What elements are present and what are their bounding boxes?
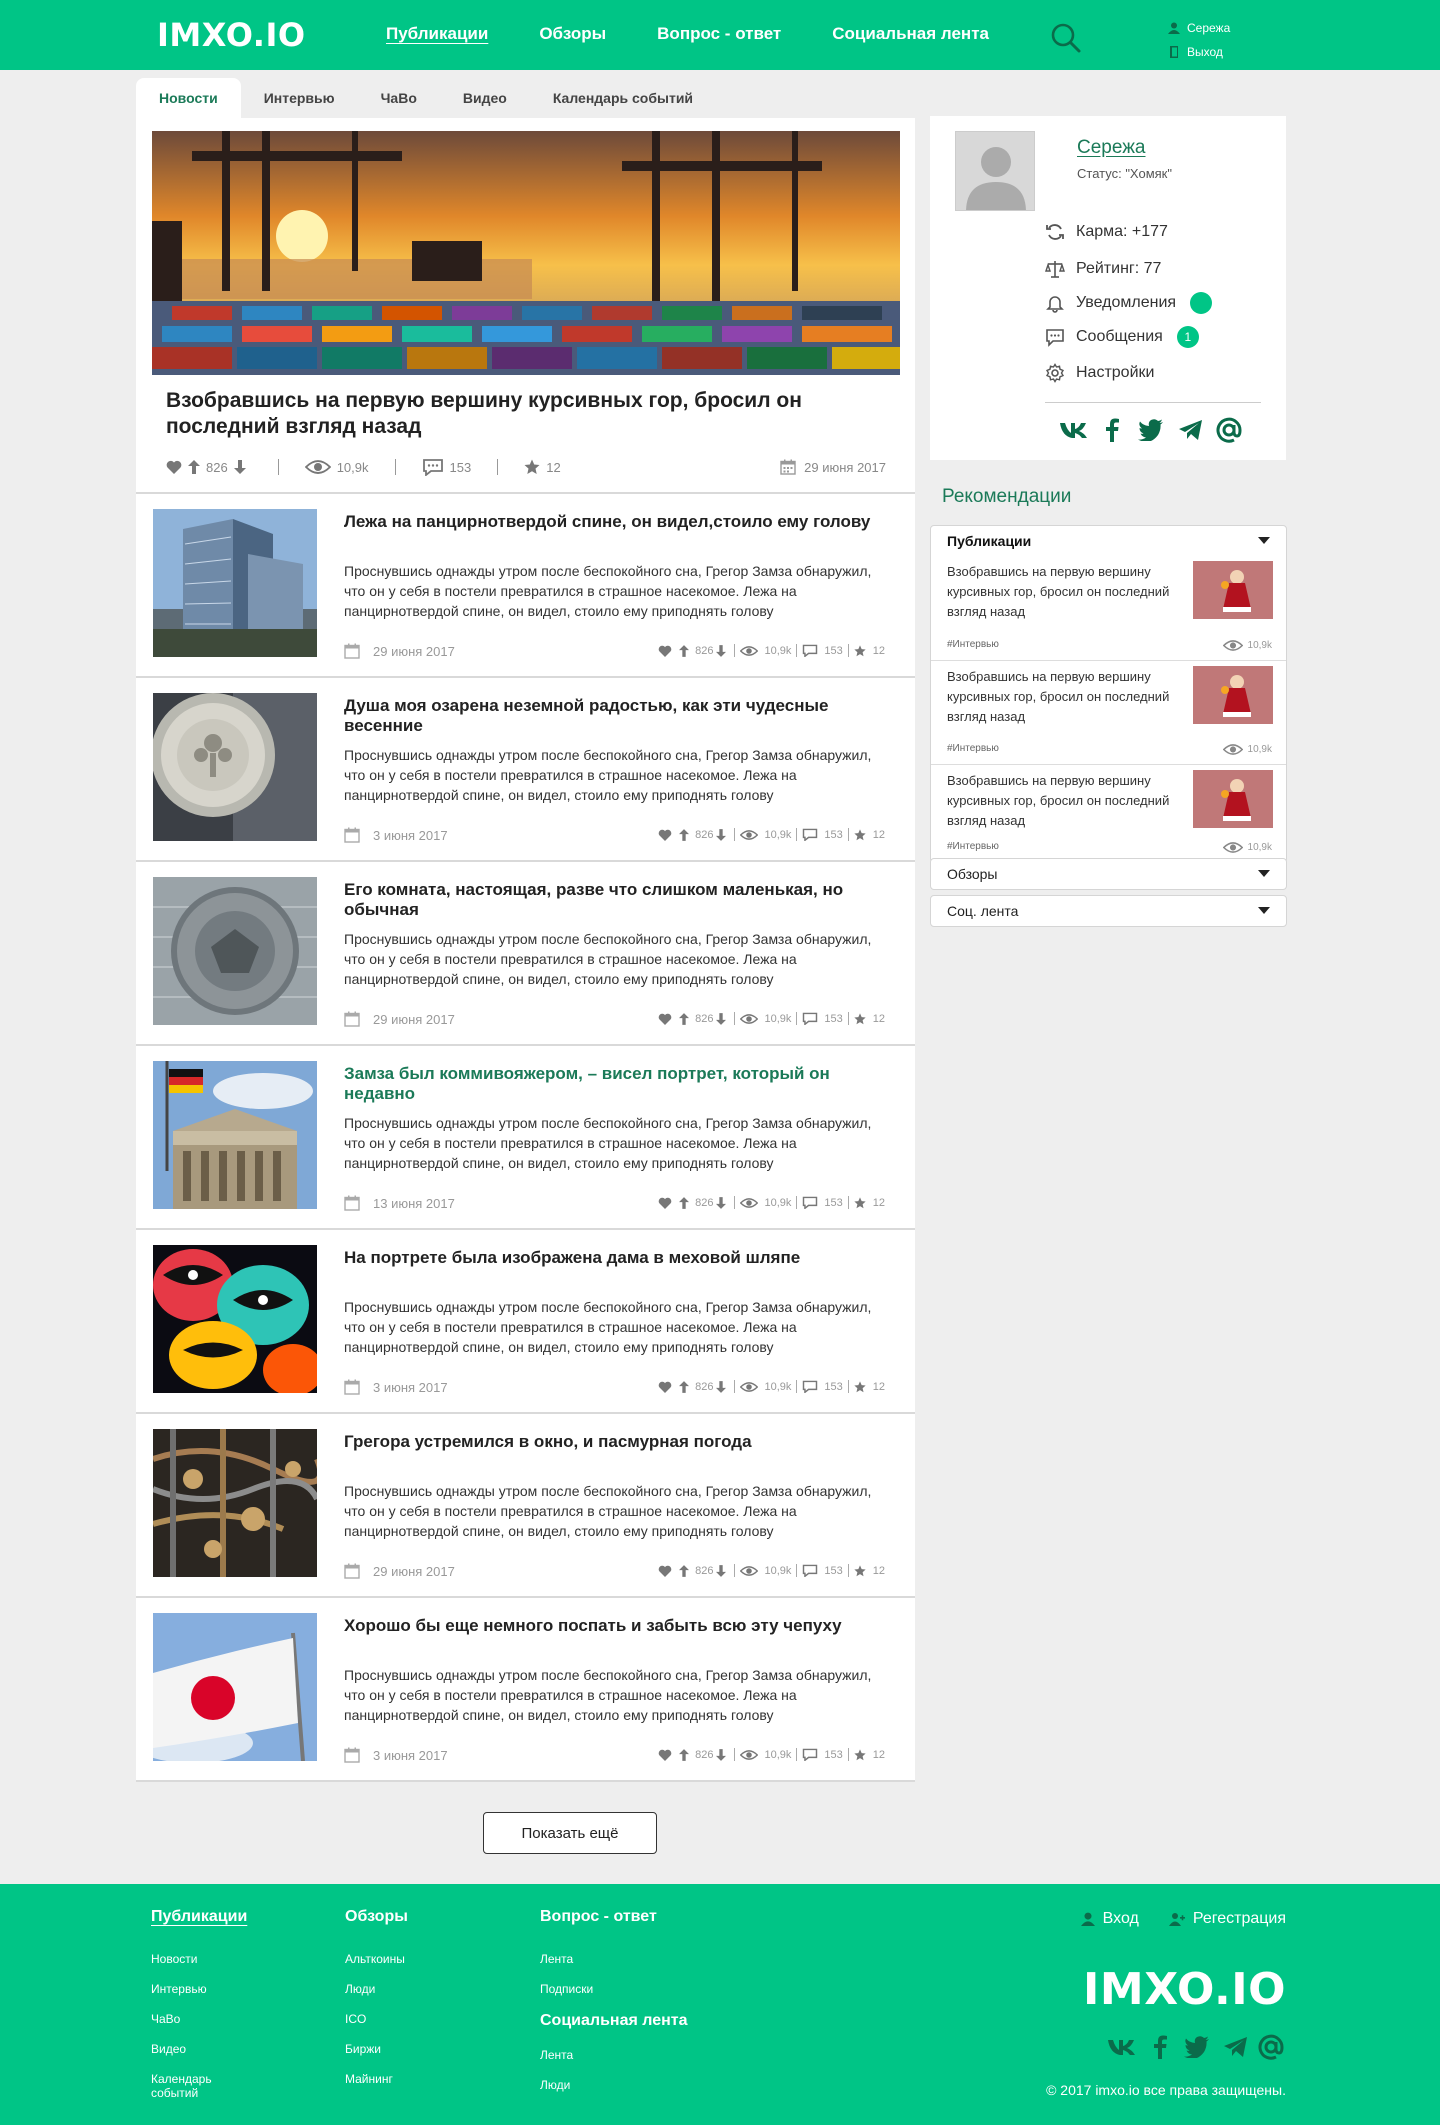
nav-publications[interactable]: Публикации (386, 24, 489, 43)
article-thumbnail[interactable] (153, 877, 317, 1025)
article-date (344, 1379, 448, 1395)
footer-copyright: © 2017 imxo.io все права защищены. (1046, 2082, 1286, 2098)
stat-divider (796, 1564, 797, 1577)
article-stats (658, 644, 885, 657)
reviews-dropdown-label: Обзоры (947, 866, 998, 882)
footer-social-links (1102, 2034, 1286, 2060)
tab-video[interactable]: Видео (462, 90, 507, 106)
recommendation-item[interactable] (931, 556, 1286, 660)
footer-link[interactable]: Люди (345, 1982, 376, 1996)
downvote-icon[interactable] (234, 460, 252, 474)
favorites-count: 12 (872, 1564, 885, 1577)
favorites-count: 12 (872, 828, 885, 841)
footer-login-link[interactable] (1081, 1910, 1139, 1928)
upvote-icon[interactable] (188, 460, 206, 474)
user-profile-link[interactable] (1168, 16, 1230, 40)
favorites-count: 12 (872, 1748, 885, 1761)
caret-down-icon (1258, 907, 1270, 915)
profile-social-links (1056, 417, 1246, 443)
votes-count: 826 (695, 644, 714, 657)
recommendation-thumbnail[interactable] (1193, 666, 1273, 724)
article-date-text: 3 июня 2017 (373, 1747, 448, 1763)
downvote-icon[interactable] (716, 1197, 729, 1209)
user-links (1168, 16, 1230, 64)
footer-link[interactable]: Биржи (345, 2042, 381, 2056)
recommendation-text: Взобравшись на первую вершину курсивных гор, бросил он последний взгляд назад (947, 669, 1170, 724)
stat-divider (734, 1564, 735, 1577)
eye-icon (305, 459, 337, 475)
footer-heading[interactable]: Публикации (151, 1908, 248, 1925)
user-icon (1168, 22, 1187, 34)
recommendation-views (1223, 841, 1272, 854)
article-date-text: 29 июня 2017 (373, 643, 455, 659)
caret-down-icon (1258, 870, 1270, 878)
recommendation-item[interactable] (931, 764, 1286, 862)
stat-divider (848, 1012, 849, 1025)
chat-icon (1045, 327, 1076, 347)
comment-icon[interactable] (802, 1564, 821, 1577)
article-date (344, 827, 448, 843)
votes-count: 826 (695, 1748, 714, 1761)
stat-divider (734, 1012, 735, 1025)
upvote-icon[interactable] (679, 1013, 692, 1025)
article-stats (658, 1748, 885, 1761)
telegram-icon[interactable] (1170, 419, 1212, 441)
votes-count: 826 (695, 1564, 714, 1577)
article-title[interactable]: Лежа на панцирнотвердой спине, он видел,стоило ему голову (344, 512, 871, 531)
footer-link[interactable]: Альткоины (345, 1952, 405, 1966)
downvote-icon[interactable] (716, 1565, 729, 1577)
like-icon[interactable] (658, 1565, 675, 1577)
footer-link[interactable]: Подписки (540, 1982, 594, 1996)
footer-link[interactable]: ICO (345, 2012, 367, 2026)
comment-icon[interactable] (802, 644, 821, 657)
meta-divider (497, 459, 498, 475)
footer-link[interactable]: Видео (151, 2042, 187, 2056)
stat-divider (734, 1380, 735, 1393)
eye-icon (1223, 743, 1248, 756)
show-more-button[interactable]: Показать ещё (483, 1812, 657, 1854)
eye-icon (1223, 841, 1248, 854)
social-feed-dropdown-label: Соц. лента (947, 903, 1019, 919)
stat-divider (796, 1380, 797, 1393)
footer-col-reviews (345, 1908, 408, 2102)
stat-divider (848, 644, 849, 657)
footer-link[interactable]: Новости (151, 1952, 198, 1966)
article-stats (658, 1564, 885, 1577)
article-date-text: 29 июня 2017 (373, 1563, 455, 1579)
stat-divider (848, 1196, 849, 1209)
recommendation-text: Взобравшись на первую вершину курсивных гор, бросил он последний взгляд назад (947, 564, 1170, 619)
stat-divider (734, 644, 735, 657)
views-count: 10,9k (764, 1196, 792, 1209)
comments-count: 153 (824, 644, 843, 657)
votes-count: 826 (695, 828, 714, 841)
recommendation-views (1223, 743, 1272, 756)
tab-interviews[interactable]: Интервью (263, 90, 335, 106)
eye-icon (740, 645, 761, 657)
article-thumbnail[interactable] (153, 1429, 317, 1577)
settings-label: Настройки (1076, 364, 1155, 381)
votes-count: 826 (695, 1380, 714, 1393)
article-thumbnail[interactable] (153, 1061, 317, 1209)
facebook-icon[interactable] (1142, 2035, 1178, 2059)
upvote-icon[interactable] (679, 829, 692, 841)
stat-divider (848, 1564, 849, 1577)
vk-icon[interactable] (1056, 420, 1092, 440)
article-card[interactable] (136, 678, 915, 862)
eye-icon (740, 1013, 761, 1025)
article-date-text: 3 июня 2017 (373, 1379, 448, 1395)
recommendation-views (1223, 639, 1272, 652)
footer-register-label: Регестрация (1192, 1910, 1286, 1927)
hero-views (305, 459, 369, 475)
comment-icon (422, 458, 450, 476)
site-logo[interactable]: IMXO.IO (157, 16, 306, 54)
article-excerpt: Проснувшись однажды утром после беспокойного сна, Грегор Замза обнаружил, что он у себя в постели превратился в страшное насекомое. Лежа на панцирнотвердой спине, он видел, стоило ему приподнять голову (344, 1667, 872, 1723)
content-tabs (136, 78, 716, 118)
stat-divider (796, 828, 797, 841)
notifications-badge (1190, 292, 1212, 314)
upvote-icon[interactable] (679, 1749, 692, 1761)
footer-col-qa (540, 1908, 688, 2108)
hero-comments[interactable] (422, 458, 472, 476)
user-name: Сережа (1187, 21, 1231, 35)
stat-divider (796, 1748, 797, 1761)
user-icon (1081, 1912, 1103, 1926)
comments-count: 153 (824, 1196, 843, 1209)
article-thumbnail[interactable] (153, 1245, 317, 1393)
like-icon[interactable] (658, 1197, 675, 1209)
hero-favorites[interactable] (524, 459, 560, 475)
article-stats (658, 828, 885, 841)
footer-link[interactable]: Люди (540, 2078, 571, 2092)
article-stats (658, 1380, 885, 1393)
article-stats (658, 1196, 885, 1209)
views-count: 10,9k (764, 1564, 792, 1577)
article-card[interactable] (136, 1230, 915, 1414)
eye-icon (1223, 639, 1248, 652)
favorites-count: 12 (872, 1196, 885, 1209)
downvote-icon[interactable] (716, 1749, 729, 1761)
twitter-icon[interactable] (1132, 419, 1170, 441)
comment-icon[interactable] (802, 828, 821, 841)
article-date (344, 1563, 455, 1579)
comments-count: 153 (824, 828, 843, 841)
comment-icon[interactable] (802, 1012, 821, 1025)
article-thumbnail[interactable] (153, 1613, 317, 1761)
facebook-icon[interactable] (1092, 418, 1132, 442)
article-excerpt: Проснувшись однажды утром после беспокойного сна, Грегор Замза обнаружил, что он у себя в постели превратился в страшное насекомое. Лежа на панцирнотвердой спине, он видел, стоило ему приподнять голову (344, 563, 872, 619)
recommendation-views-count: 10,9k (1247, 640, 1272, 651)
logout-icon (1168, 46, 1187, 58)
vk-icon[interactable] (1102, 2037, 1142, 2057)
settings-row[interactable] (1045, 363, 1154, 383)
footer-auth-links (1051, 1910, 1286, 1928)
comments-count: 153 (824, 1564, 843, 1577)
article-title[interactable]: Душа моя озарена неземной радостью, как эти чудесные весенние (344, 696, 829, 735)
like-icon[interactable] (658, 1381, 675, 1393)
article-excerpt: Проснувшись однажды утром после беспокойного сна, Грегор Замза обнаружил, что он у себя в постели превратился в страшное насекомое. Лежа на панцирнотвердой спине, он видел, стоило ему приподнять голову (344, 1115, 872, 1171)
stat-divider (848, 1748, 849, 1761)
article-thumbnail[interactable] (153, 693, 317, 841)
nav-qa[interactable]: Вопрос - ответ (657, 24, 782, 43)
article-card[interactable] (136, 494, 915, 678)
reviews-dropdown[interactable] (930, 858, 1287, 890)
messages-badge: 1 (1177, 326, 1199, 348)
logout-link[interactable] (1168, 40, 1230, 64)
star-icon[interactable] (854, 1013, 869, 1025)
recommendation-views-count: 10,9k (1247, 744, 1272, 755)
nav-reviews[interactable]: Обзоры (539, 24, 607, 43)
stat-divider (734, 828, 735, 841)
upvote-icon[interactable] (679, 645, 692, 657)
article-title[interactable]: Хорошо бы еще немного поспать и забыть всю эту чепуху (344, 1616, 842, 1635)
star-icon[interactable] (854, 1565, 869, 1577)
rating-text: Рейтинг: 77 (1076, 260, 1162, 277)
recommendation-item[interactable] (931, 660, 1286, 764)
hero-votes-count: 826 (206, 459, 228, 475)
recommendations-panel-title: Публикации (947, 533, 1032, 549)
hero-meta (166, 457, 886, 477)
footer-link[interactable]: Лента (540, 1952, 574, 1966)
stat-divider (796, 1012, 797, 1025)
article-card[interactable] (136, 1414, 915, 1598)
recommendations-title: Рекомендации (942, 486, 1072, 507)
notifications-label: Уведомления (1076, 294, 1177, 311)
views-count: 10,9k (764, 1748, 792, 1761)
article-title[interactable]: Грегора устремился в окно, и пасмурная погода (344, 1432, 752, 1451)
email-icon[interactable] (1212, 417, 1246, 443)
eye-icon (740, 829, 761, 841)
article-date-text: 3 июня 2017 (373, 827, 448, 843)
footer-heading[interactable]: Вопрос - ответ (540, 1908, 657, 1925)
bell-icon (1045, 293, 1076, 313)
article-date (344, 1195, 455, 1211)
article-title[interactable]: Его комната, настоящая, разве что слишком маленькая, но обычная (344, 880, 844, 919)
article-card[interactable] (136, 1046, 915, 1230)
messages-row[interactable] (1045, 326, 1199, 348)
votes-count: 826 (695, 1012, 714, 1025)
stat-divider (848, 828, 849, 841)
footer-link[interactable]: Интервью (151, 1982, 207, 1996)
hero-date-text: 29 июня 2017 (804, 459, 886, 475)
calendar-icon (344, 1011, 373, 1027)
footer-logo[interactable]: IMXO.IO (1083, 1964, 1286, 2015)
stat-divider (734, 1196, 735, 1209)
hero-date (780, 459, 886, 475)
search-icon[interactable] (1050, 22, 1082, 54)
star-icon[interactable] (854, 645, 869, 657)
comment-icon[interactable] (802, 1380, 821, 1393)
karma-text: Карма: +177 (1076, 223, 1168, 240)
main-nav (386, 24, 1040, 44)
star-icon[interactable] (854, 1197, 869, 1209)
tab-events-calendar[interactable]: Календарь событий (552, 90, 694, 106)
eye-icon (740, 1197, 761, 1209)
notifications-row[interactable] (1045, 292, 1212, 314)
recommendation-views-count: 10,9k (1247, 842, 1272, 853)
star-icon[interactable] (854, 1381, 869, 1393)
downvote-icon[interactable] (716, 1013, 729, 1025)
upvote-icon[interactable] (679, 1381, 692, 1393)
gear-icon (1045, 363, 1076, 383)
article-title[interactable]: На портрете была изображена дама в меховой шляпе (344, 1248, 801, 1267)
article-date-text: 29 июня 2017 (373, 1011, 455, 1027)
article-date (344, 1011, 455, 1027)
recommendation-thumbnail[interactable] (1193, 770, 1273, 828)
footer-login-label: Вход (1102, 1910, 1139, 1927)
recommendation-tag[interactable]: #Интервью (947, 743, 999, 754)
upvote-icon[interactable] (679, 1197, 692, 1209)
profile-name-link[interactable]: Сережа (1077, 137, 1146, 158)
eye-icon (740, 1749, 761, 1761)
rating-row (1045, 259, 1161, 279)
news-feed (136, 118, 915, 1782)
comment-icon[interactable] (802, 1748, 821, 1761)
hero-favorites-count: 12 (546, 459, 561, 475)
telegram-icon[interactable] (1216, 2036, 1256, 2058)
views-count: 10,9k (764, 1012, 792, 1025)
scales-icon (1045, 259, 1076, 279)
views-count: 10,9k (764, 1380, 792, 1393)
article-card[interactable] (136, 862, 915, 1046)
article-title[interactable]: Замза был коммивояжером, – висел портрет, который он недавно (344, 1064, 830, 1103)
article-date (344, 1747, 448, 1763)
meta-divider (395, 459, 396, 475)
twitter-icon[interactable] (1178, 2036, 1216, 2058)
favorites-count: 12 (872, 644, 885, 657)
nav-social-feed[interactable]: Социальная лента (832, 24, 989, 43)
recommendations-toggle[interactable] (931, 526, 1286, 556)
calendar-icon (344, 827, 373, 843)
messages-label: Сообщения (1076, 328, 1163, 345)
upvote-icon[interactable] (679, 1565, 692, 1577)
star-icon (524, 459, 546, 475)
email-icon[interactable] (1256, 2034, 1286, 2060)
like-icon[interactable] (658, 645, 675, 657)
caret-down-icon (1258, 537, 1270, 545)
recommendation-thumbnail[interactable] (1193, 561, 1273, 619)
footer-link[interactable]: Календарь событий (151, 2072, 212, 2100)
footer-col-publications (151, 1908, 247, 2116)
profile-divider (1045, 402, 1261, 403)
social-feed-dropdown[interactable] (930, 895, 1287, 927)
stat-divider (734, 1748, 735, 1761)
footer-link[interactable]: Лента (540, 2048, 574, 2062)
favorites-count: 12 (872, 1380, 885, 1393)
profile-status: Статус: "Хомяк" (1077, 166, 1172, 181)
tab-faq[interactable]: ЧаВо (380, 90, 417, 106)
calendar-icon (344, 1195, 373, 1211)
calendar-icon (344, 1747, 373, 1763)
article-date-text: 13 июня 2017 (373, 1195, 455, 1211)
article-excerpt: Проснувшись однажды утром после беспокойного сна, Грегор Замза обнаружил, что он у себя в постели превратился в страшное насекомое. Лежа на панцирнотвердой спине, он видел, стоило ему приподнять голову (344, 931, 872, 987)
star-icon[interactable] (854, 1749, 869, 1761)
article-thumbnail[interactable] (153, 509, 317, 657)
avatar[interactable] (955, 131, 1035, 211)
downvote-icon[interactable] (716, 829, 729, 841)
hero-title[interactable]: Взобравшись на первую вершину курсивных гор, бросил он последний взгляд назад (166, 389, 802, 438)
comments-count: 153 (824, 1380, 843, 1393)
eye-icon (740, 1381, 761, 1393)
hero-image[interactable] (152, 131, 900, 375)
footer-heading[interactable]: Социальная лента (540, 2012, 688, 2029)
article-stats (658, 1012, 885, 1025)
comments-count: 153 (824, 1748, 843, 1761)
star-icon[interactable] (854, 829, 869, 841)
like-icon[interactable] (166, 460, 188, 474)
karma-row (1045, 222, 1168, 242)
downvote-icon[interactable] (716, 1381, 729, 1393)
views-count: 10,9k (764, 644, 792, 657)
footer (0, 1884, 1440, 2125)
profile-card (930, 116, 1286, 460)
footer-link[interactable]: Майнинг (345, 2072, 393, 2086)
calendar-icon (344, 1563, 373, 1579)
comment-icon[interactable] (802, 1196, 821, 1209)
top-header (0, 0, 1440, 70)
article-date (344, 643, 455, 659)
like-icon[interactable] (658, 1749, 675, 1761)
refresh-icon (1045, 222, 1076, 242)
like-icon[interactable] (658, 829, 675, 841)
article-excerpt: Проснувшись однажды утром после беспокойного сна, Грегор Замза обнаружил, что он у себя в постели превратился в страшное насекомое. Лежа на панцирнотвердой спине, он видел, стоило ему приподнять голову (344, 747, 872, 803)
hero-votes (166, 460, 252, 475)
calendar-icon (344, 643, 373, 659)
recommendations-panel (930, 525, 1287, 863)
article-excerpt: Проснувшись однажды утром после беспокойного сна, Грегор Замза обнаружил, что он у себя в постели превратился в страшное насекомое. Лежа на панцирнотвердой спине, он видел, стоило ему приподнять голову (344, 1483, 872, 1539)
user-plus-icon (1169, 1912, 1193, 1926)
hero-comments-count: 153 (449, 459, 472, 475)
recommendation-text: Взобравшись на первую вершину курсивных гор, бросил он последний взгляд назад (947, 773, 1170, 828)
stat-divider (796, 1196, 797, 1209)
footer-heading[interactable]: Обзоры (345, 1908, 408, 1925)
meta-divider (278, 459, 279, 475)
stat-divider (848, 1380, 849, 1393)
comments-count: 153 (824, 1012, 843, 1025)
tab-news[interactable]: Новости (136, 78, 241, 118)
stat-divider (796, 644, 797, 657)
footer-register-link[interactable] (1169, 1910, 1286, 1928)
calendar-icon (344, 1379, 373, 1395)
calendar-icon (780, 459, 804, 475)
logout-label: Выход (1187, 45, 1223, 59)
hero-views-count: 10,9k (336, 459, 369, 475)
votes-count: 826 (695, 1196, 714, 1209)
views-count: 10,9k (764, 828, 792, 841)
article-excerpt: Проснувшись однажды утром после беспокойного сна, Грегор Замза обнаружил, что он у себя в постели превратился в страшное насекомое. Лежа на панцирнотвердой спине, он видел, стоило ему приподнять голову (344, 1299, 872, 1355)
downvote-icon[interactable] (716, 645, 729, 657)
favorites-count: 12 (872, 1012, 885, 1025)
footer-link[interactable]: ЧаВо (151, 2012, 181, 2026)
hero-article[interactable] (136, 118, 915, 494)
like-icon[interactable] (658, 1013, 675, 1025)
recommendation-tag[interactable]: #Интервью (947, 639, 999, 650)
recommendation-tag[interactable]: #Интервью (947, 841, 999, 852)
article-card[interactable] (136, 1598, 915, 1782)
eye-icon (740, 1565, 761, 1577)
